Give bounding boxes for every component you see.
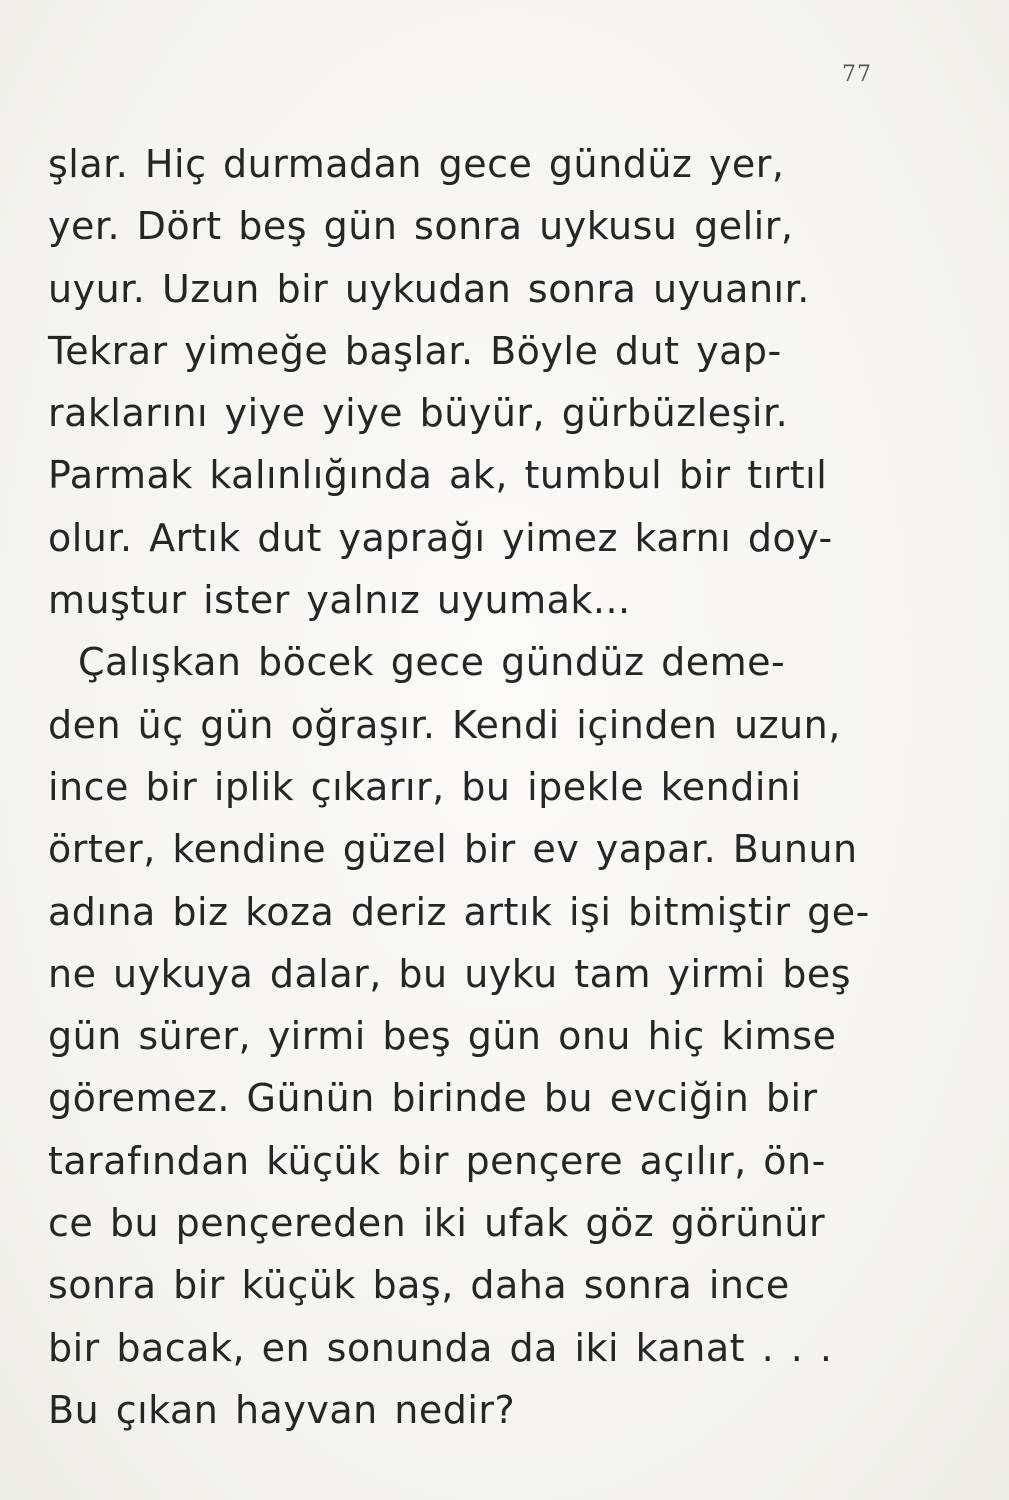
text-line: yer. Dört beş gün sonra uykusu gelir, bbox=[48, 204, 794, 249]
text-line: ce bu pençereden iki ufak göz görünür bbox=[48, 1201, 826, 1246]
text-line: ne uykuya dalar, bu uyku tam yirmi beş bbox=[48, 951, 852, 996]
paragraph-1 bbox=[48, 133, 898, 631]
text-line: göremez. Günün birinde bu evciğin bir bbox=[48, 1076, 818, 1121]
text-line: uyur. Uzun bir uykudan sonra uyuanır. bbox=[48, 266, 810, 311]
text-line: örter, kendine güzel bir ev yapar. Bunun bbox=[48, 827, 858, 872]
text-line: tarafından küçük bir pençere açılır, ön- bbox=[48, 1138, 826, 1183]
paragraph-2 bbox=[48, 631, 898, 1441]
text-line: Tekrar yimeğe başlar. Böyle dut yap- bbox=[48, 328, 782, 373]
text-line: Parmak kalınlığında ak, tumbul bir tırtıl bbox=[48, 453, 828, 498]
text-line: Bu çıkan hayvan nedir? bbox=[48, 1387, 516, 1432]
body-text bbox=[48, 133, 898, 1441]
text-line: muştur ister yalnız uyumak... bbox=[48, 578, 631, 623]
text-line: olur. Artık dut yaprağı yimez karnı doy- bbox=[48, 515, 833, 560]
text-line: adına biz koza deriz artık işi bitmiştir ge- bbox=[48, 889, 870, 934]
text-line: şlar. Hiç durmadan gece gündüz yer, bbox=[48, 142, 785, 186]
text-line: ince bir iplik çıkarır, bu ipekle kendini bbox=[48, 764, 802, 809]
text-line: sonra bir küçük baş, daha sonra ince bbox=[48, 1263, 790, 1308]
text-line: Çalışkan böcek gece gündüz deme- bbox=[78, 640, 786, 685]
page-number: 77 bbox=[842, 62, 872, 87]
text-line: raklarını yiye yiye büyür, gürbüzleşir. bbox=[48, 391, 789, 436]
text-line: gün sürer, yirmi beş gün onu hiç kimse bbox=[48, 1014, 837, 1059]
text-line: bir bacak, en sonunda da iki kanat . . . bbox=[48, 1325, 833, 1370]
text-line: den üç gün oğraşır. Kendi içinden uzun, bbox=[48, 702, 841, 747]
